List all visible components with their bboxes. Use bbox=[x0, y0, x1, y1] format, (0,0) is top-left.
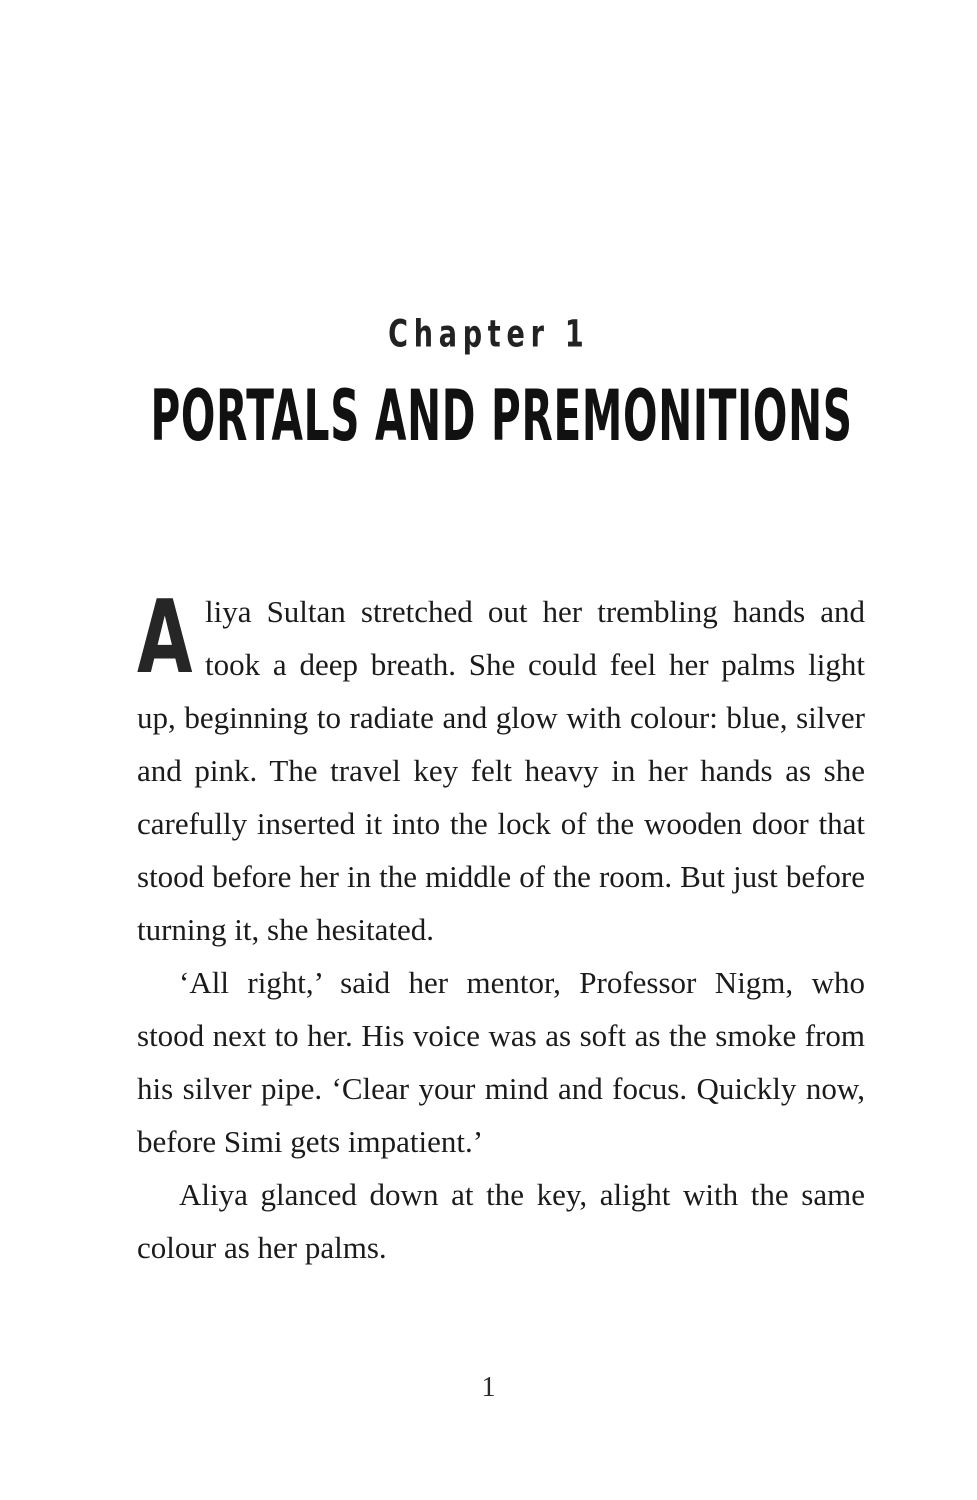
chapter-title-block bbox=[0, 374, 977, 457]
chapter-label: Chapter 1 bbox=[387, 312, 590, 356]
page-number: 1 bbox=[481, 1372, 496, 1403]
paragraph-first bbox=[137, 578, 865, 956]
drop-cap: A bbox=[137, 578, 193, 697]
chapter-title: PORTALS AND PREMONITIONS bbox=[150, 374, 853, 457]
chapter-heading-block bbox=[0, 312, 977, 356]
paragraph-third: Aliya glanced down at the key, alight with the same colour as her palms. bbox=[137, 1177, 865, 1265]
paragraph-second: ‘All right,’ said her mentor, Professor Nigm, who stood next to her. His voice was as soft as the smoke from his silver pipe. ‘Clear your mind and focus. Quickly now, before Simi gets impatient.’ bbox=[137, 965, 865, 1159]
paragraph-first-text: liya Sultan stretched out her trembling hands and took a deep breath. She could feel her palms light up, beginning to radiate and glow with colour: blue, silver and pink. The travel key felt heavy in her hands as she carefully inserted it into the lock of the wooden door that stood before her in the middle of the room. But just before turning it, she hesitated. bbox=[137, 594, 865, 947]
body-text bbox=[137, 578, 865, 1274]
